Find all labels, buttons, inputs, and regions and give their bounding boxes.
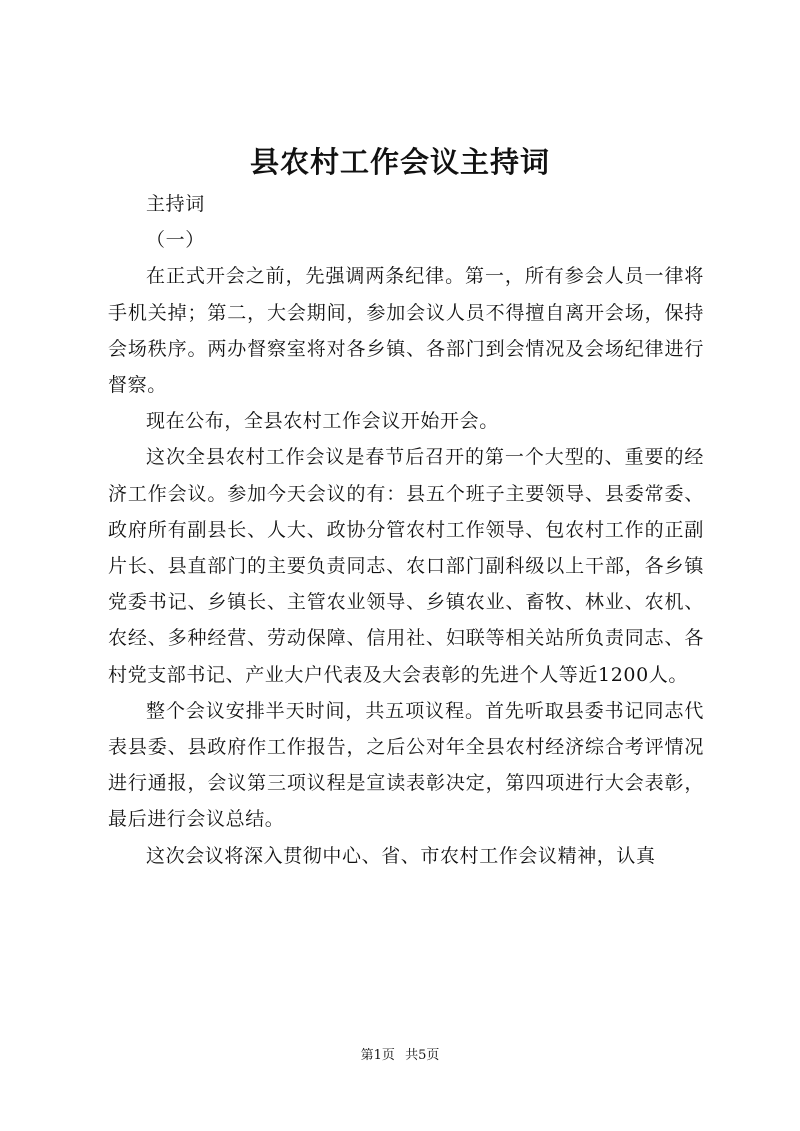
page-footer [0,1046,800,1066]
document-body [108,186,704,874]
paragraph-section-number: （一） [146,229,205,252]
paragraph-spirit: 这次会议将深入贯彻中心、省、市农村工作会议精神，认真 [146,844,656,867]
paragraph-agenda: 整个会议安排半天时间，共五项议程。首先听取县委书记同志代表县委、县政府作工作报告，之后公对年全县农村经济综合考评情况进行通报，会议第三项议程是宣读表彰决定，第四项进行大会表彰，最后进行会议总结。 [108,699,704,831]
paragraph-announcement: 现在公布，全县农村工作会议开始开会。 [146,410,499,433]
paragraph-attendees: 这次全县农村工作会议是春节后召开的第一个大型的、重要的经济工作会议。参加今天会议的有：县五个班子主要领导、县委常委、政府所有副县长、人大、政协分管农村工作领导、包农村工作的正副片长、县直部门的主要负责同志、农口部门副科级以上干部，各乡镇党委书记、乡镇长、主管农业领导、乡镇农业、畜牧、林业、农机、农经、多种经营、劳动保障、信用社、妇联等相关站所负责同志、各村党支部书记、产业大户代表及大会表彰的先进个人等近1200人。 [108,446,704,686]
paragraph-heading: 主持词 [146,193,205,215]
page-number-total: 共5页 [405,1048,440,1063]
document-title: 县农村工作会议主持词 [249,145,550,179]
paragraph-discipline: 在正式开会之前，先强调两条纪律。第一，所有参会人员一律将手机关掉；第二，大会期间，参加会议人员不得擅自离开会场，保持会场秩序。两办督察室将对各乡镇、各部门到会情况及会场纪律进行督察。 [108,265,704,397]
page-number-current: 第1页 [360,1048,395,1063]
